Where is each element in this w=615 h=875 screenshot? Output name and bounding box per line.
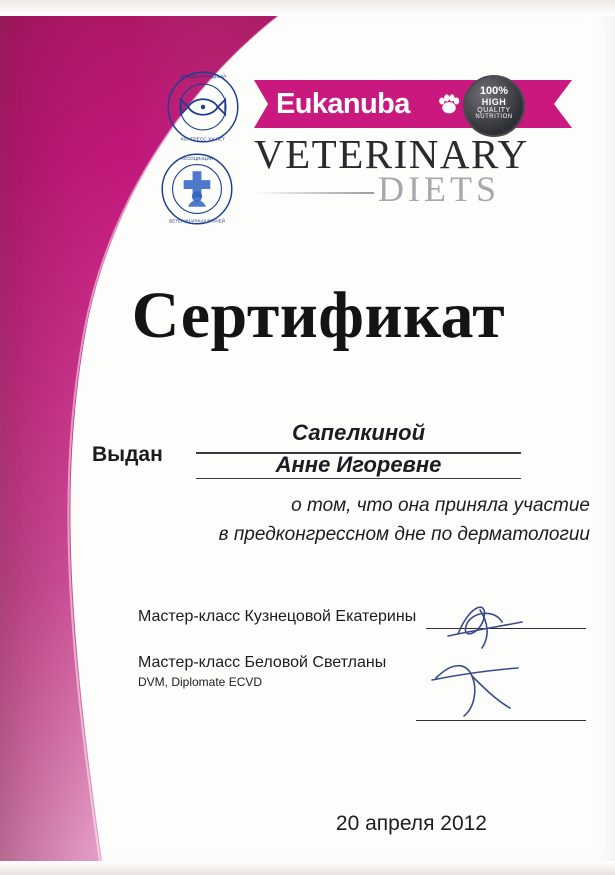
header-divider <box>254 192 374 194</box>
svg-text:АССОЦИАЦИЯ: АССОЦИАЦИЯ <box>181 156 213 162</box>
quality-badge-line3: QUALITY <box>477 106 511 114</box>
quality-badge <box>463 75 525 137</box>
signature-credentials-2: DVM, Diplomate ECVD <box>138 675 263 689</box>
quality-badge-line2: HIGH <box>481 96 507 107</box>
description-line-1: о том, что она приняла участие <box>291 495 590 516</box>
program-line-veterinary: VETERINARY <box>254 131 529 177</box>
program-line-diets: DIETS <box>378 169 500 209</box>
quality-badge-line4: NUTRITION <box>475 114 513 121</box>
veterinary-cross-icon <box>160 152 234 226</box>
recipient-given-name: Анне Игоревне <box>275 452 442 477</box>
description-line-2: в предконгрессном дне по дерматологии <box>218 523 590 545</box>
handwritten-signature <box>418 592 558 732</box>
scan-edge-bottom <box>0 861 615 875</box>
quality-badge-line1: 100% <box>479 85 509 97</box>
certificate-header <box>150 60 600 230</box>
certificate-date: 20 апреля 2012 <box>335 812 487 835</box>
recipient-surname: Сапелкиной <box>291 420 426 445</box>
issued-label: Выдан <box>92 443 163 466</box>
paw-icon <box>437 92 461 116</box>
svg-text:МЕЖДУНАРОДНЫЙ: МЕЖДУНАРОДНЫЙ <box>180 75 226 81</box>
page-title: Сертификат <box>131 279 506 352</box>
svg-text:ВЕТЕРИНАРНЫХ ВРАЧЕЙ: ВЕТЕРИНАРНЫХ ВРАЧЕЙ <box>169 218 225 224</box>
eukanuba-brand-bar <box>254 80 604 130</box>
signature-name-1: Мастер-класс Кузнецовой Екатерины <box>138 608 417 625</box>
fish-emblem-icon <box>166 70 240 144</box>
scan-edge-top <box>0 0 615 16</box>
signature-name-2: Мастер-класс Беловой Светланы <box>138 654 387 671</box>
certificate-description <box>120 492 590 549</box>
svg-text:КОНГРЕСС XX ЛЕТ: КОНГРЕСС XX ЛЕТ <box>180 137 226 143</box>
brand-name: Eukanuba <box>276 88 410 120</box>
